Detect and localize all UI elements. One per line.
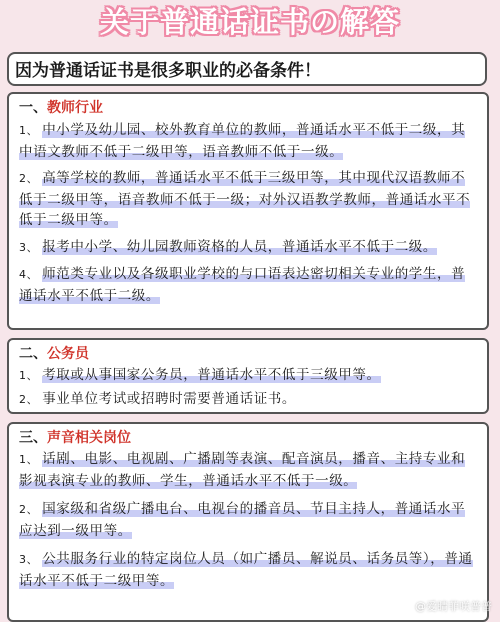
page-title: 关于普通话证书の解答 — [99, 5, 400, 39]
watermark-text: @爱睛菲咲普普 — [415, 600, 492, 613]
section-heading: 二、公务员 — [19, 346, 89, 362]
section-label: 公务员 — [47, 346, 89, 362]
list-item: 1、 中小学及幼儿园、校外教育单位的教师，普通话水平不低于二级，其中语文教师不低于二级甲等，语音教师不低于一级。 — [19, 122, 466, 160]
section-voice-jobs — [7, 422, 489, 622]
list-item: 3、 报考中小学、幼儿园教师资格的人员，普通话水平不低于二级。 — [19, 238, 438, 255]
section-teachers — [7, 92, 489, 330]
list-item: 1、 话剧、电影、电视剧、广播剧等表演、配音演员，播音、主持专业和影视表演专业的教师、学生，普通话水平不低于一级。 — [19, 451, 466, 489]
headline-banner: 因为普通话证书是很多职业的必备条件！ — [7, 52, 487, 86]
list-item: 3、 公共服务行业的特定岗位人员（如广播员、解说员、话务员等），普通话水平不低于二级甲等。 — [19, 551, 473, 589]
list-item: 1、 考取或从事国家公务员，普通话水平不低于三级甲等。 — [19, 367, 381, 383]
section-heading: 一、教师行业 — [19, 100, 103, 116]
section-label: 声音相关岗位 — [47, 430, 131, 446]
section-civil-servants — [7, 338, 489, 414]
list-item: 2、 事业单位考试或招聘时需要普通话证书。 — [19, 390, 297, 407]
section-heading: 三、声音相关岗位 — [19, 430, 131, 446]
section-label: 教师行业 — [47, 100, 103, 116]
list-item: 2、 高等学校的教师，普通话水平不低于三级甲等，其中现代汉语教师不低于二级甲等，语音教师不低于一级；对外汉语教学教师，普通话水平不低于二级甲等。 — [19, 170, 471, 228]
list-item: 4、 师范类专业以及各级职业学校的与口语表达密切相关专业的学生，普通话水平不低于二级。 — [19, 266, 466, 304]
list-item: 2、 国家级和省级广播电台、电视台的播音员、节目主持人，普通话水平应达到一级甲等。 — [19, 501, 466, 539]
